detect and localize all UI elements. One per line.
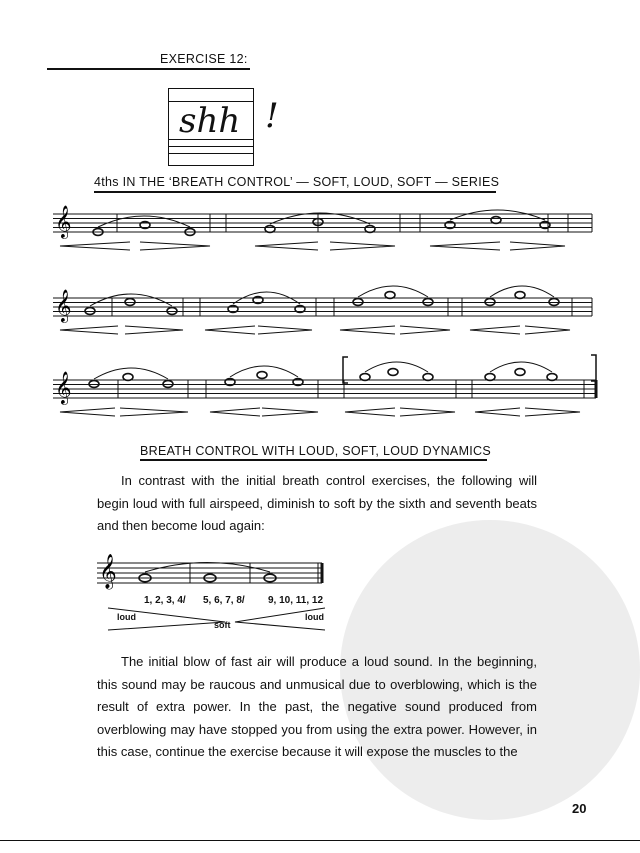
- whole-note: [491, 217, 501, 224]
- intro-text: In contrast with the initial breath control exercises, the following will begin loud with full airspeed, diminish to soft by the sixth and seventh beats and then become loud again:: [97, 473, 537, 533]
- whole-note: [385, 292, 395, 299]
- beat-group-3: 9, 10, 11, 12: [268, 595, 324, 606]
- whole-note: [423, 374, 433, 381]
- dynamic-loud-left: loud: [117, 612, 136, 622]
- whole-note: [257, 372, 267, 379]
- treble-clef-icon: 𝄞: [55, 205, 72, 238]
- whole-note: [360, 374, 370, 381]
- exercise-title: EXERCISE 12:: [160, 52, 248, 66]
- whole-note: [515, 369, 525, 376]
- exclamation-mark: !: [265, 96, 279, 136]
- beat-group-1: 1, 2, 3, 4/: [144, 595, 186, 606]
- treble-clef-icon: 𝄞: [99, 554, 117, 589]
- whole-note: [485, 374, 495, 381]
- beat-group-2: 5, 6, 7, 8/: [203, 595, 245, 606]
- body-text: The initial blow of fast air will produce a loud sound. In the beginning, this sound may be raucous and unmusical due to overblowing, which is the result of extra power. In the past, the negative sound produced from overblowing may have stopped you from using the extra power. However, in this case, continue the exercise because it will expose the muscles to the: [97, 654, 537, 759]
- shh-label: shh: [179, 101, 241, 141]
- whole-note: [388, 369, 398, 376]
- whole-note: [547, 374, 557, 381]
- footer-rule: [0, 840, 640, 841]
- whole-note: [365, 226, 375, 233]
- body-paragraph: [97, 651, 537, 764]
- staff-systems: [53, 205, 596, 416]
- section2-underline: [140, 459, 487, 461]
- section2-heading: BREATH CONTROL WITH LOUD, SOFT, LOUD DYNAMICS: [140, 444, 492, 458]
- dynamic-loud-right: loud: [305, 612, 324, 622]
- whole-note: [515, 292, 525, 299]
- whole-note: [123, 374, 133, 381]
- treble-clef-icon: 𝄞: [55, 371, 72, 404]
- dynamic-soft: soft: [214, 620, 231, 630]
- whole-note: [265, 226, 275, 233]
- intro-paragraph: [97, 470, 537, 538]
- treble-clef-icon: 𝄞: [55, 289, 72, 322]
- section1-heading: 4ths IN THE ‘BREATH CONTROL’ — SOFT, LOUD, SOFT — SERIES: [94, 175, 500, 189]
- page-number: 20: [572, 801, 587, 816]
